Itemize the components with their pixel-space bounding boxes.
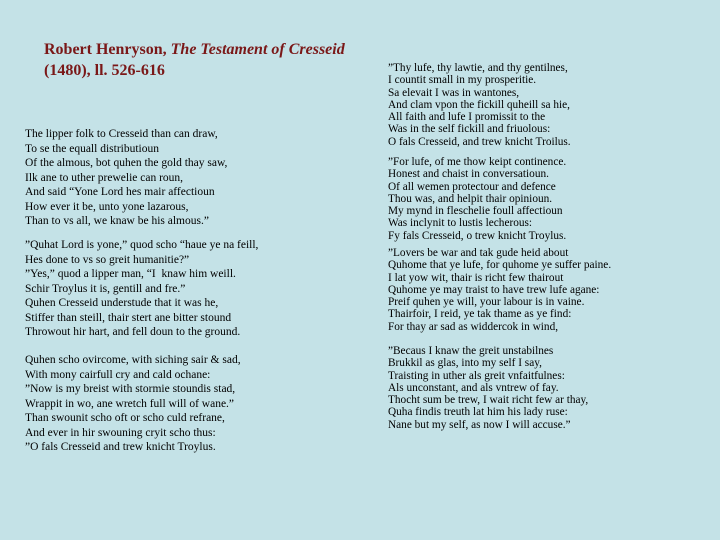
stanza-2: ”Quhat Lord is yone,” quod scho “haue ye na feill, Hes done to vs so greit humanitie?” ”Yes,” quod a lipper man, “I knaw him weill. Schir Troylus it is, gentill and fre.” Quhen Cresseid understude that it was he, Stiffer than steill, thair stert ane bitter stound Throwout hir hart, and fell doun to the ground. — [25, 239, 259, 338]
stanza-5: ”For lufe, of me thow keipt continence. Honest and chaist in conversatioun. Of all wemen protectour and defence Thou was, and helpit thair opinioun. My mynd in fleschelie foull affectioun Was inclynit to lustis lecherous: Fy fals Cresseid, o trew knicht Troylus. — [388, 156, 567, 242]
stanza-3: Quhen scho ovircome, with siching sair & sad, With mony cairfull cry and cald ochane: ”Now is my breist with stormie stoundis stad, Wrappit in wo, ane wretch full will of wane.” Than swounit scho oft or scho culd refrane, And ever in hir swouning cryit scho thus: ”O fals Cresseid and trew knicht Troylus. — [25, 354, 241, 453]
stanza-4: ”Thy lufe, thy lawtie, and thy gentilnes, I countit small in my prosperitie. Sa elevait I was in wantones, And clam vpon the fickill quheill sa hie, All faith and lufe I promissit to the Was in the self fickill and friuolous: O fals Cresseid, and trew knicht Troilus. — [388, 62, 571, 148]
stanza-6: ”Lovers be war and tak gude heid about Quhome that ye lufe, for quhome ye suffer paine. I lat yow wit, thair is richt few thairout Quhome ye may traist to have trew lufe agane: Preif quhen ye will, your labour is in vaine. Thairfoir, I reid, ye tak thame as ye find: For thay ar sad as widdercok in wind, — [388, 247, 612, 333]
title-citation: (1480), ll. 526-616 — [44, 62, 165, 79]
title-author: Robert Henryson, — [44, 41, 171, 58]
slide-title — [44, 39, 354, 81]
stanza-7: ”Becaus I knaw the greit unstabilnes Brukkil as glas, into my self I say, Traisting in uther als greit vnfaitfulnes: Als unconstant, and als vntrew of fay. Thocht sum be trew, I wait richt few ar thay, Quha findis treuth lat him his lady ruse: Nane but my self, as now I will accuse.” — [388, 345, 589, 431]
title-work: The Testament of Cresseid — [170, 41, 345, 58]
stanza-1: The lipper folk to Cresseid than can draw, To se the equall distributioun Of the almous, bot quhen the gold thay saw, Ilk ane to uther prewelie can roun, And said “Yone Lord hes mair affectioun How ever it be, unto yone lazarous, Than to vs all, we knaw be his almous.” — [25, 128, 228, 227]
